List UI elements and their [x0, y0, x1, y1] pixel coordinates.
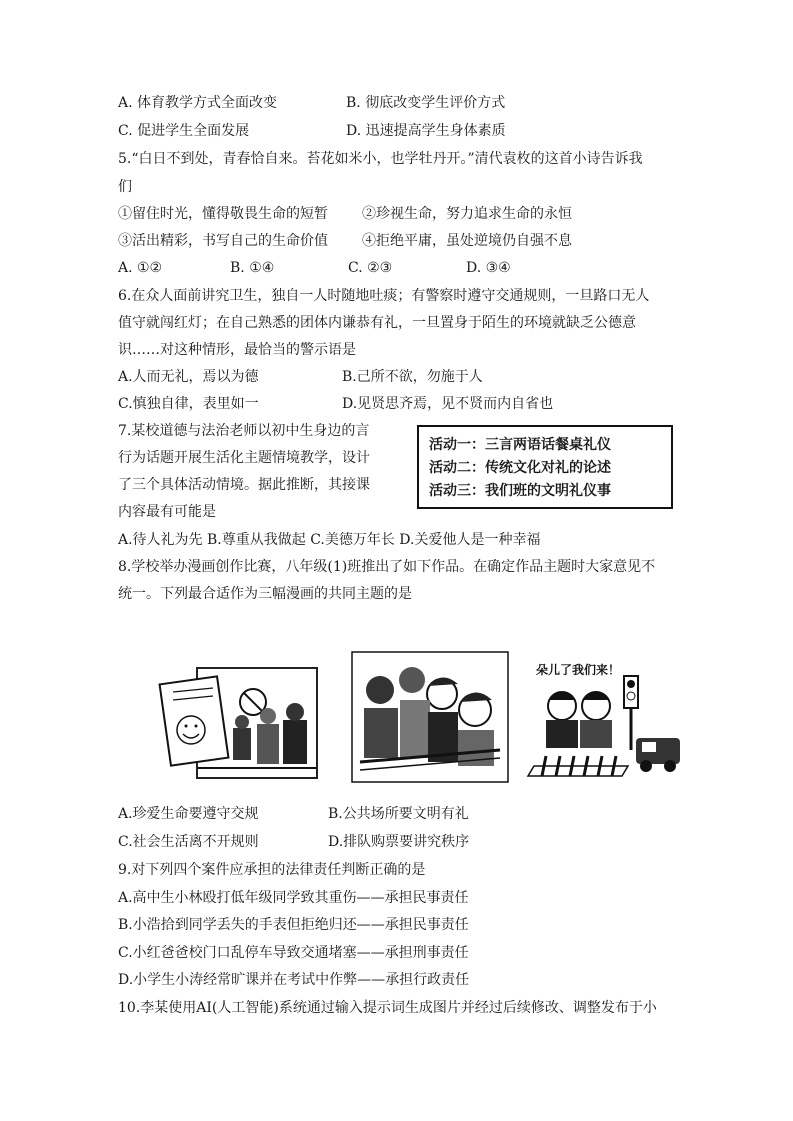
q7-stem-line2: 行为话题开展生活化主题情境教学，设计 [118, 450, 370, 466]
q8-stem-line1: 8.学校举办漫画创作比赛，八年级(1)班推出了如下作品。在确定作品主题时大家意见不 [118, 559, 656, 575]
comic-crosswalk-caption: 朵儿了我们来！ [536, 663, 621, 677]
comic-public-notice [157, 650, 327, 784]
q7-options: A.待人礼为先 B.尊重从我做起 C.美德万年长 D.关爱他人是一种幸福 [118, 532, 541, 548]
q8-stem-line2: 统一。下列最合适作为三幅漫画的共同主题的是 [118, 586, 412, 602]
q5-statement-4: ④拒绝平庸，虽处逆境仍自强不息 [362, 233, 572, 249]
q7-stem-line4: 内容最有可能是 [118, 504, 216, 520]
q8-option-c: C.社会生活离不开规则 [118, 834, 259, 850]
q9-option-b: B.小浩拾到同学丢失的手表但拒绝归还——承担民事责任 [118, 917, 469, 933]
q5-statement-3: ③活出精彩，书写自己的生命价值 [118, 233, 328, 249]
q6-stem-line1: 6.在众人面前讲究卫生，独自一人时随地吐痰；有警察时遵守交通规则，一旦路口无人 [118, 288, 650, 304]
q5-statement-1: ①留住时光，懂得敬畏生命的短暂 [118, 206, 328, 222]
q6-option-d: D.见贤思齐焉，见不贤而内自省也 [342, 396, 554, 412]
q7-stem-line3: 了三个具体活动情境。据此推断，其接课 [118, 477, 370, 493]
q6-option-a: A.人而无礼，焉以为德 [118, 369, 259, 385]
q7-activity-1: 活动一：三言两语话餐桌礼仪 [429, 437, 611, 453]
q6-stem-line3: 识……对这种情形，最恰当的警示语是 [118, 342, 356, 358]
q9-option-d: D.小学生小涛经常旷课并在考试中作弊——承担行政责任 [118, 972, 470, 988]
q5-statement-2: ②珍视生命，努力追求生命的永恒 [362, 206, 572, 222]
q4-option-a: A. 体育教学方式全面改变 [118, 95, 278, 111]
q6-stem-line2: 值守就闯红灯；在自己熟悉的团体内谦恭有礼，一旦置身于陌生的环境就缺乏公德意 [118, 315, 636, 331]
comic-queue [350, 650, 510, 784]
comic-crosswalk [524, 650, 684, 784]
q7-activity-2: 活动二：传统文化对礼的论述 [429, 460, 611, 476]
q7-stem-line1: 7.某校道德与法治老师以初中生身边的言 [118, 423, 370, 439]
q6-option-c: C.慎独自律，表里如一 [118, 396, 259, 412]
q4-option-b: B. 彻底改变学生评价方式 [346, 95, 506, 111]
q9-stem: 9.对下列四个案件应承担的法律责任判断正确的是 [118, 862, 426, 878]
q5-stem-line1: 5.“白日不到处，青春恰自来。苔花如米小，也学牡丹开。”清代袁枚的这首小诗告诉我 [118, 151, 643, 167]
q9-option-a: A.高中生小林殴打低年级同学致其重伤——承担民事责任 [118, 890, 469, 906]
q5-option-c: C. ②③ [348, 260, 393, 276]
q8-option-b: B.公共场所要文明有礼 [328, 806, 469, 822]
q8-option-d: D.排队购票要讲究秩序 [328, 834, 470, 850]
q9-option-c: C.小红爸爸校门口乱停车导致交通堵塞——承担刑事责任 [118, 945, 469, 961]
q4-option-d: D. 迅速提高学生身体素质 [346, 123, 506, 139]
q10-stem-line1: 10.李某使用AI(人工智能)系统通过输入提示词生成图片并经过后续修改、调整发布于小 [118, 1000, 657, 1016]
q7-activity-3: 活动三：我们班的文明礼仪事 [429, 483, 611, 499]
q5-option-d: D. ③④ [466, 260, 511, 276]
q7-activity-box [417, 425, 673, 509]
q6-option-b: B.己所不欲，勿施于人 [342, 369, 483, 385]
q4-option-c: C. 促进学生全面发展 [118, 123, 250, 139]
q5-option-b: B. ①④ [230, 260, 275, 276]
q5-stem-line2: 们 [118, 179, 132, 195]
q5-option-a: A. ①② [118, 260, 163, 276]
q8-option-a: A.珍爱生命要遵守交规 [118, 806, 259, 822]
